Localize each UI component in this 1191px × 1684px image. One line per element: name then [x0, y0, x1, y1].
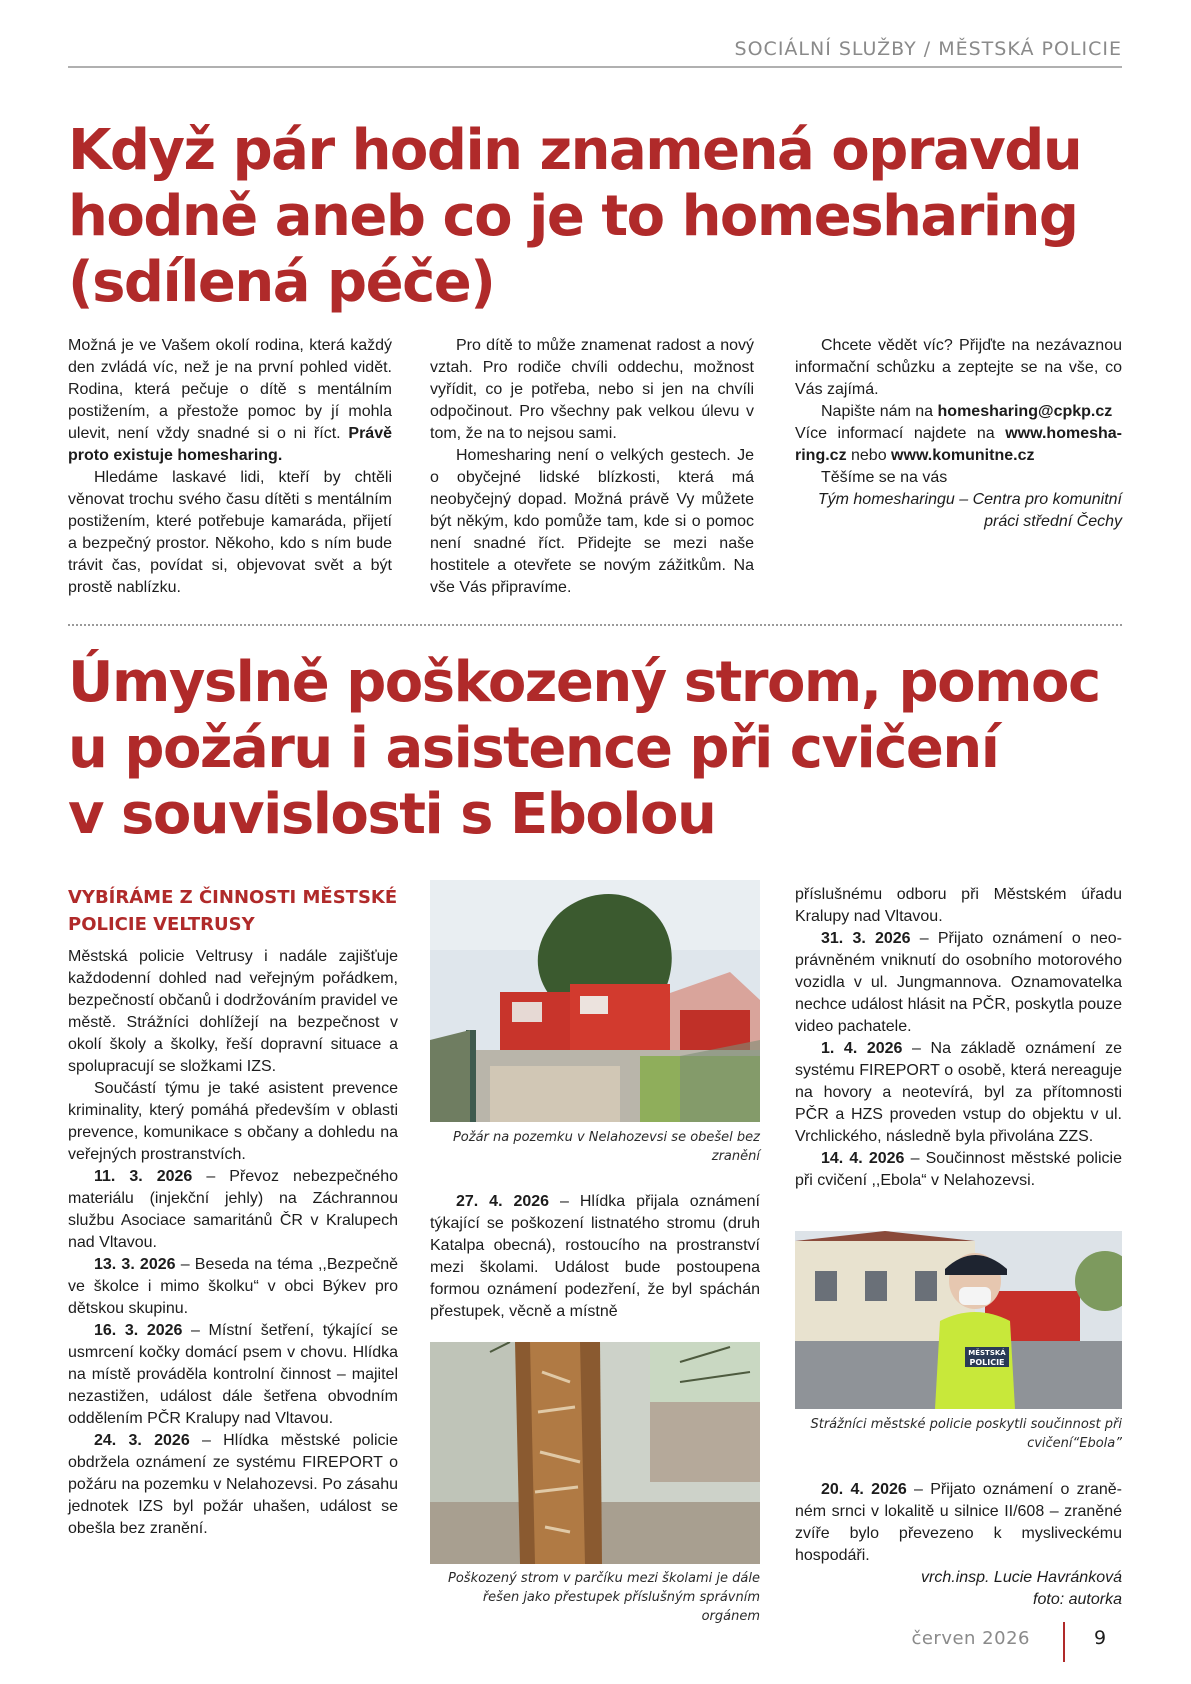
photo-police-officer	[795, 1231, 1122, 1409]
entry-date: 16. 3. 2026	[94, 1322, 183, 1339]
log-entry	[430, 1191, 760, 1323]
log-entry	[795, 928, 1122, 1038]
log-entry	[795, 1038, 1122, 1148]
paragraph: Pro dítě to může znamenat radost a nový vztah. Pro rodiče chvíli oddechu, možnost vyřídit, co je potřeba, nebo si jen na chvíli odpočinout. Pro všechny pak velkou úlevu v tom, že na to nejsou sami.	[430, 337, 754, 442]
entry-date: 31. 3. 2026	[821, 930, 911, 947]
headline-line: (sdílená péče)	[68, 250, 495, 315]
headline-line: u požáru i asistence při cvičení	[68, 716, 999, 781]
footer-divider	[1063, 1622, 1065, 1662]
article2-column-1	[68, 884, 398, 1540]
entry-date: 27. 4. 2026	[456, 1193, 550, 1210]
photo-fire-scene	[430, 880, 760, 1122]
entry-text: – Hlídka městské policie obdržela oznámení ze systému FIREPORT o požáru na pozemku v Nelahozevsi. Po zásahu jednotek IZS byl požár uhašen, událost se obešla bez zranění.	[68, 1432, 398, 1537]
log-entry	[68, 1166, 398, 1254]
paragraph: Součástí týmu je také asistent prevence kriminality, který pomáhá především v oblasti prevence, komunikace s občany a dohledu na veřejných prostranstvích.	[68, 1080, 398, 1163]
entry-text: – Místní šetření, týkající se usmrcení kočky domácí psem v chovu. Hlídka na místě prováděla kontrolní činnost – majitel nezastižen, událost dále šetřena obvodním oddělením PČR Kralupy nad Vltavou.	[68, 1322, 399, 1427]
article2-column-3-bottom	[795, 1479, 1122, 1611]
article2-headline	[68, 650, 1128, 848]
entry-text: – Přijato oznámení o neoprávněném vniknutí do osobního motorového vozidla v ul. Jungmannova. Oznamovatelka nechce událost hlásit na PČR, poskytla pouze video pachatele.	[795, 930, 1122, 1035]
author: vrch.insp. Lucie Havránková	[921, 1569, 1122, 1586]
article1-column-1	[68, 335, 392, 599]
entry-date: 1. 4. 2026	[821, 1040, 903, 1057]
caption-police: Strážníci městské policie poskytli součinnost při cvičení“Ebola”	[810, 1417, 1122, 1451]
entry-date: 13. 3. 2026	[94, 1256, 176, 1273]
web-link-homesharing[interactable]: www.homesharing.cz	[795, 425, 1122, 464]
page-number: 9	[1094, 1627, 1107, 1649]
caption-tree: Poškozený strom v parčíku mezi školami je dále řešen jako přestupek příslušným správním orgánem	[448, 1571, 760, 1624]
text: Napište nám na	[821, 403, 938, 420]
paragraph: Chcete vědět víc? Přijďte na nezávaznou informační schůzku a zeptejte se na vše, co Vás zajímá.	[795, 337, 1122, 398]
paragraph: Homesharing není o velkých gestech. Je o obyčejné lidské blízkosti, která má neobyčejný dopad. Možná právě Vy můžete být někým, kdo pomůže tam, kde si o pomoc není snadné říct. Přidejte se mezi naše hostitele a otevřete se novým zážitkům. Na vše Vás připravíme.	[430, 447, 754, 596]
entry-text: – Převoz nebezpečného materiálu (injekční jehly) na Záchrannou službu Asociace samaritánů ČR v Kralupech nad Vltavou.	[68, 1168, 399, 1251]
vest-text: POLICIE	[969, 1358, 1005, 1367]
log-entry	[795, 1148, 1122, 1192]
photo-credit: foto: autorka	[1033, 1591, 1122, 1608]
header-rule	[68, 66, 1122, 68]
article2-column-3	[795, 884, 1122, 1192]
caption-fire: Požár na pozemku v Nelahozevsi se obešel bez zranění	[452, 1130, 760, 1164]
entry-date: 24. 3. 2026	[94, 1432, 190, 1449]
text: Možná je ve Vašem okolí rodina, která každý den zvládá víc, než je na první pohled vidět. Rodina, která pečuje o dítě s mentálním postižením, a přestože pomoc by jí mohla ulevit, není vždy snadné si o ni říct.	[68, 337, 392, 442]
web-link-komunitne[interactable]: www.komunitne.cz	[891, 447, 1035, 464]
paragraph: Městská policie Veltrusy i nadále zajišťuje každodenní dohled nad veřejným pořádkem, bezpečností občanů i dodržováním pravidel ve městě. Strážníci dohlížejí na bezpečnost v okolí školy a školky, řeší dopravní situace a spolupracují se složkami IZS.	[68, 948, 398, 1075]
entry-text: – Hlídka přijala oznámení týkající se poškození listnatého stromu (druh Katalpa obecná), rostoucího na prostranství mezi školami. Událost bude postoupena formou oznámení podezření, že byl spáchán přestupek, věcně a místně	[430, 1193, 761, 1320]
signature: Tým homesharingu – Centra pro komunitní práci střední Čechy	[817, 491, 1122, 530]
paragraph	[795, 423, 1122, 467]
log-entry	[68, 1320, 398, 1430]
section-label: SOCIÁLNÍ SLUŽBY / MĚSTSKÁ POLICIE	[734, 38, 1122, 60]
log-entry	[68, 1254, 398, 1320]
log-entry-continuation: příslušnému odboru při Městském úřadu Kralupy nad Vltavou.	[795, 886, 1122, 925]
paragraph	[795, 401, 1122, 423]
email-link[interactable]: homesharing@cpkp.cz	[937, 403, 1113, 420]
photo-damaged-tree	[430, 1342, 760, 1564]
paragraph	[68, 335, 392, 467]
log-entry	[795, 1479, 1122, 1567]
headline-line: Úmyslně poškozený strom, pomoc	[68, 650, 1100, 715]
entry-date: 11. 3. 2026	[94, 1168, 193, 1185]
headline-line: Když pár hodin znamená opravdu	[68, 118, 1082, 183]
entry-text: – Beseda na téma ,,Bezpečně ve školce i mimo školku“ v obci Býkev pro dětskou skupinu.	[68, 1256, 398, 1317]
log-entry	[68, 1430, 398, 1540]
entry-text: – Přijato oznámení o zraněném srnci v lokalitě u silnice II/608 – zraněné zvíře bylo převezeno k mysliveckému hospodáři.	[795, 1481, 1122, 1564]
paragraph: Těšíme se na vás	[821, 469, 948, 486]
paragraph: Hledáme laskavé lidi, kteří by chtěli věnovat trochu svého času dítěti s mentálním postižením, které potřebuje kamaráda, přijetí a bezpečný prostor. Někoho, kdo s ním bude trávit čas, povídat si, objevovat svět a být prostě nablízku.	[68, 469, 392, 596]
entry-date: 20. 4. 2026	[821, 1481, 907, 1498]
headline-line: hodně aneb co je to homesharing	[68, 184, 1078, 249]
footer-month: červen 2026	[911, 1628, 1030, 1649]
headline-line: v souvislosti s Ebolou	[68, 782, 716, 847]
article-divider	[68, 624, 1122, 626]
article1-headline	[68, 118, 1128, 316]
text: nebo	[846, 447, 892, 464]
entry-text: – Na základě oznámení ze systému FIREPORT o osobě, která nereaguje na hovory a neotevírá, byl za přítomnosti PČR a HZS proveden vstup do objektu v ul. Vrchlického, následně byla přivolána ZZS.	[795, 1040, 1123, 1145]
article2-subheading: VYBÍRÁME Z ČINNOSTI MĚSTSKÉ POLICIE VELTRUSY	[68, 887, 398, 935]
article2-column-2	[430, 1191, 760, 1323]
article1-column-2	[430, 335, 754, 599]
entry-date: 14. 4. 2026	[821, 1150, 905, 1167]
article1-column-3	[795, 335, 1122, 533]
entry-text: – Součinnost městské policie při cvičení ,,Ebola“ v Nelahozevsi.	[795, 1150, 1122, 1189]
bold-text: Právě proto existuje homesharing.	[68, 425, 392, 464]
text: Více informací najdete na	[795, 425, 1006, 442]
vest-text: MĚSTSKÁ	[968, 1349, 1006, 1357]
